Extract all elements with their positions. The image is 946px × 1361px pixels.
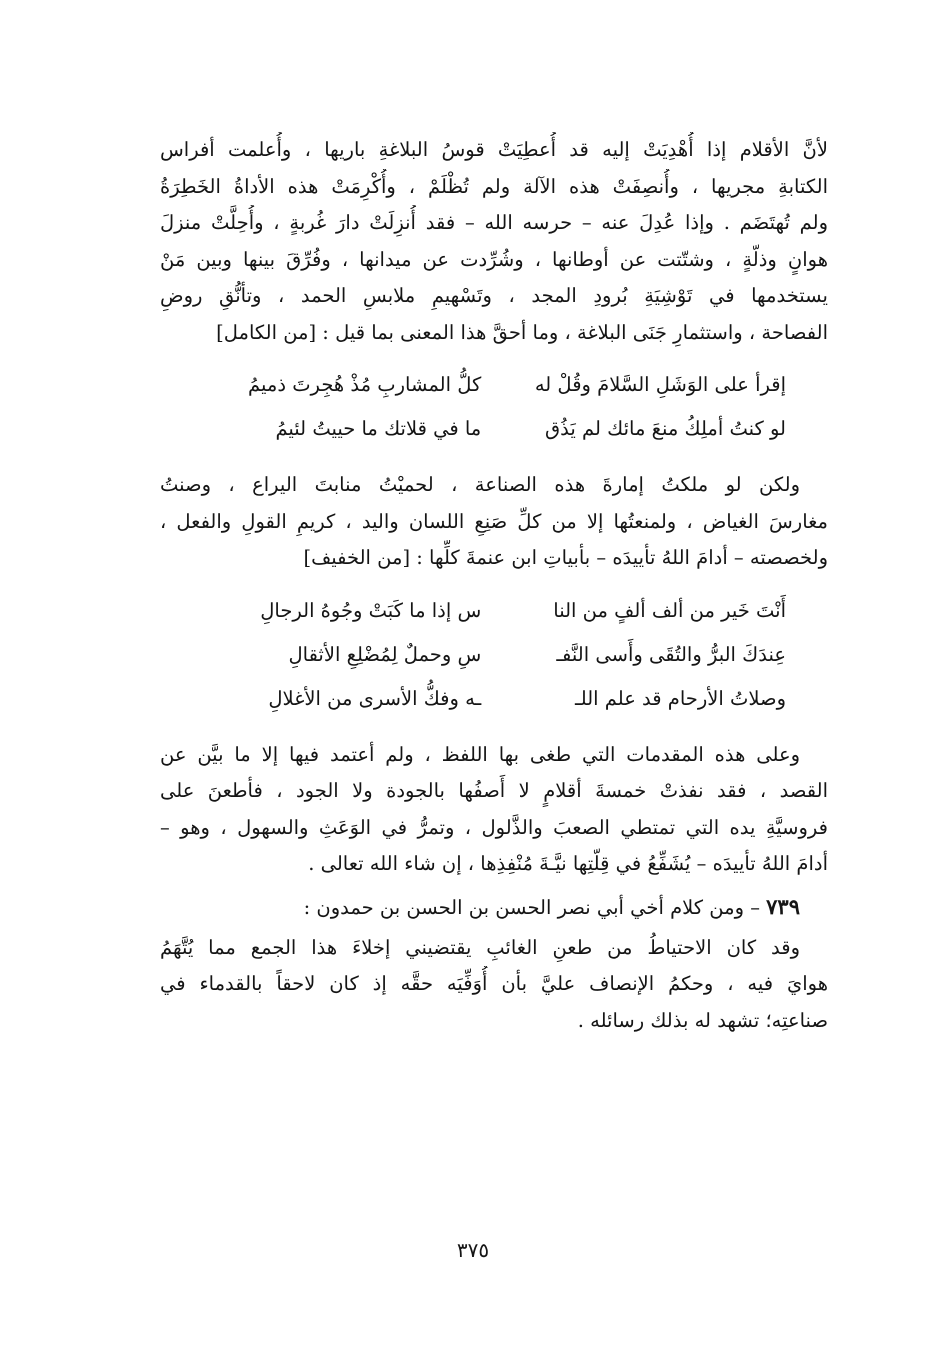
verse-second-hemistich: ما في قلاتك ما حييتُ لئيمُ — [275, 417, 482, 440]
entry-heading — [160, 887, 828, 928]
text-line: هوانٍ وذلّةٍ ، وشتّتت عن أوطانها ، وشُرِّدت عن ميدانها ، وفُرِّقَ بينها وبين مَنْ — [160, 247, 828, 271]
entry-number: ٧٣٩ — [766, 893, 800, 919]
text-line: فروسيَّةِ يده التي تمتطي الصعبَ والذَّلول ، وتمرُّ في الوَعَثِ والسهول ، وهو – — [160, 815, 828, 839]
text-line: ولم تُهتَضَم . وإذا عُدِلَ عنه – حرسه الله – فقد أُنزِلَتْ دارَ غُربةٍ ، وأُحِلَّتْ منزلَ — [160, 211, 828, 234]
text-line: ولكن لو ملكتُ إمارةَ هذه الصناعة ، لحميْتُ منابتَ اليراع ، وصنتُ — [160, 473, 800, 496]
text-line: لأنَّ الأقلام إذا أُهْدِيَتْ إليه قد أُعطِيَتْ قوسُ البلاغةِ باريها ، وأُعلمت أفراس — [160, 138, 828, 161]
verse — [200, 407, 786, 451]
text-line: القصد ، فقد نفذتْ خمسةَ أقلامٍ لا أَصفُها بالجودة ولا الجود ، فأطعنَ على — [160, 779, 828, 802]
text-line: صناعتِه؛ تشهد له بذلك رسائله . — [577, 1008, 828, 1032]
verse-first-hemistich: لو كنتُ أملِكُ منعَ مائك لم يَذُق — [545, 417, 786, 440]
verse — [200, 633, 786, 677]
entry-heading-text: – ومن كلام أخي أبي نصر الحسن بن الحسن بن حمدون : — [303, 895, 760, 919]
paragraph-1 — [160, 132, 828, 351]
page-body — [160, 132, 828, 1039]
verse — [200, 363, 786, 407]
verse-second-hemistich: سِ وحملٌ لِمُضْلِعِ الأثقالِ — [288, 642, 482, 666]
text-line: وقد كان الاحتياطُ من طعنِ الغائبِ يقتضيني إخلاءَ هذا الجمع مما يُتَّهَمُ — [160, 935, 800, 959]
poem-1 — [160, 363, 828, 451]
verse-second-hemistich: س إذا ما كَبَتْ وجُوهُ الرجالِ — [260, 598, 482, 622]
verse-second-hemistich: ـه وفكُّ الأسرى من الأغلالِ — [268, 686, 482, 710]
paragraph-2 — [160, 467, 828, 577]
verse-first-hemistich: وصلاتُ الأرحام قد علم اللـ — [575, 686, 786, 710]
verse-second-hemistich: كلُّ المشاربِ مُذْ هُجِرتَ ذميمُ — [248, 373, 482, 396]
verse-first-hemistich: إقرأ على الوَشَلِ السَّلامَ وقُلْ له — [534, 373, 786, 396]
text-line: وعلى هذه المقدمات التي طغى بها اللفظ ، ولم أعتمد فيها إلا ما بيَّن عن — [160, 742, 800, 766]
verse-first-hemistich: أَنْتَ خَير من ألف ألفٍ من النا — [553, 598, 786, 622]
verse-first-hemistich: عِندَكَ البرُّ والتُقَى وأَسى النَّفـ — [556, 642, 786, 666]
text-line: أدامَ اللهُ تأييدَه – يُشَفِّعُ في قِلّتِها نيَّـةَ مُنْفِذِها ، إن شاء الله تعالى . — [308, 852, 828, 875]
poem-2 — [160, 589, 828, 721]
verse — [200, 677, 786, 721]
text-line: ولخصصته – أدامَ اللهُ تأييدَه – بأبياتِ ابن عنمةَ كلِّها : [من الخفيف] — [303, 546, 828, 569]
text-line: الفصاحة ، واستثمارِ جَنَى البلاغة ، وما أحقَّ هذا المعنى بما قيل : [من الكامل] — [216, 320, 828, 344]
page-number: ٣٧٥ — [456, 1238, 490, 1262]
verse — [200, 589, 786, 633]
paragraph-3 — [160, 737, 828, 883]
text-line: مغارسَ الغياض ، ولمنعتُها إلا من كلِّ صَنِعِ اللسان واليد ، كريمِ القولِ والفعل ، — [160, 509, 828, 533]
text-line: هوايَ فيه ، وحكمُ الإنصاف عليَّ بأن أُوَفِّيَه حقَّه إذ كان لاحقاً بالقدماء في — [160, 972, 828, 995]
text-line: الكتابةِ مجريها ، وأُنصِفَتْ هذه الآلة ولم تُظْلَمْ ، وأُكْرِمَتْ هذه الأداةُ الخَطِرَةُ — [160, 174, 828, 198]
text-line: يستخدمها في تَوْشِيَةِ بُرودِ المجد ، وتَسْهيمِ ملابسِ الحمد ، وتأنُّقِ روضِ — [160, 284, 828, 307]
paragraph-4 — [160, 930, 828, 1040]
